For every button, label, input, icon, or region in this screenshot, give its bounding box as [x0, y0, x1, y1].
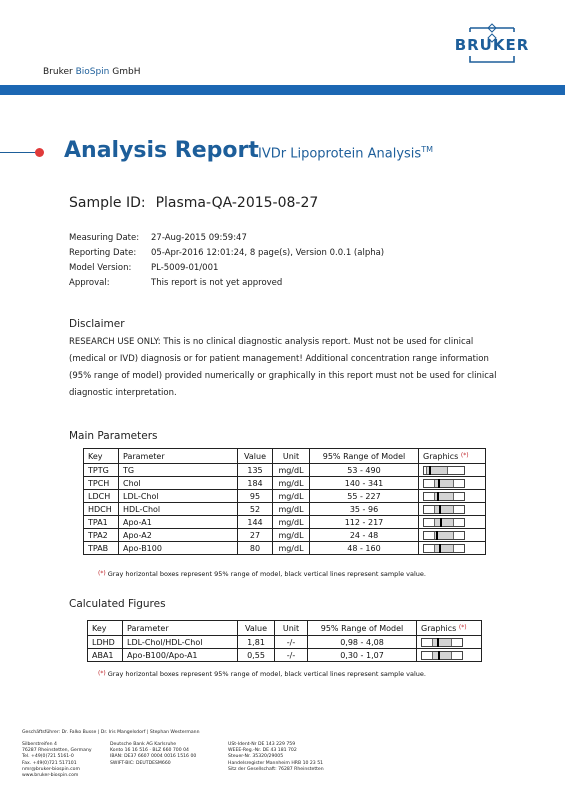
- main-parameters-table: [83, 448, 486, 555]
- row-parameter: TG: [119, 464, 238, 477]
- meta-row: Reporting Date: 05-Apr-2016 12:01:24, 8 page(s), Version 0.0.1 (alpha): [69, 248, 385, 258]
- row-range: 0,30 - 1,07: [308, 649, 417, 662]
- calculated-figures-note: (*) Gray horizontal boxes represent 95% range of model, black vertical lines represent sample value.: [98, 670, 426, 678]
- row-key: TPA1: [84, 516, 119, 529]
- col-value: Value: [238, 449, 273, 464]
- col-range: 95% Range of Model: [308, 621, 417, 636]
- col-range: 95% Range of Model: [310, 449, 419, 464]
- calculated-figures-heading: Calculated Figures: [69, 598, 166, 610]
- sample-value-line: [438, 651, 440, 660]
- sample-value-line: [436, 531, 438, 540]
- sample-value-line: [437, 492, 439, 501]
- model-range-box: [432, 639, 452, 646]
- company-name: Bruker BioSpin GmbH: [43, 67, 141, 77]
- row-unit: mg/dL: [273, 516, 310, 529]
- page-title: Analysis Report: [64, 138, 259, 163]
- col-parameter: Parameter: [119, 449, 238, 464]
- sample-value-line: [429, 466, 431, 475]
- meta-row: Approval: This report is not yet approved: [69, 278, 283, 288]
- row-range: 48 - 160: [310, 542, 419, 555]
- table-header-row: [84, 449, 486, 464]
- sample-value-line: [440, 518, 442, 527]
- row-unit: mg/dL: [273, 542, 310, 555]
- row-unit: mg/dL: [273, 490, 310, 503]
- row-unit: -/-: [275, 649, 308, 662]
- row-key: TPA2: [84, 529, 119, 542]
- row-parameter: LDL-Chol/HDL-Chol: [123, 636, 238, 649]
- table-row: [84, 516, 486, 529]
- row-value: 80: [238, 542, 273, 555]
- page-subtitle: IVDr Lipoprotein Analysis™: [258, 145, 433, 162]
- col-unit: Unit: [273, 449, 310, 464]
- row-graphic: [419, 490, 486, 503]
- row-parameter: Apo-A2: [119, 529, 238, 542]
- title-line: [0, 152, 35, 153]
- row-graphic: [419, 477, 486, 490]
- row-parameter: Apo-A1: [119, 516, 238, 529]
- col-parameter: Parameter: [123, 621, 238, 636]
- calculated-figures-table: [87, 620, 482, 662]
- table-row: [84, 542, 486, 555]
- model-range-box: [434, 519, 454, 526]
- row-value: 95: [238, 490, 273, 503]
- table-row: [84, 464, 486, 477]
- sample-value-line: [437, 638, 439, 647]
- row-value: 27: [238, 529, 273, 542]
- table-row: [88, 636, 482, 649]
- header-band: [0, 85, 565, 95]
- meta-row: Model Version: PL-5009-01/001: [69, 263, 219, 273]
- row-parameter: Chol: [119, 477, 238, 490]
- footer-directors: Geschäftsführer: Dr. Falko Busse | Dr. Iris Mangelsdorf | Stephan Westermann: [22, 730, 200, 735]
- row-key: TPAB: [84, 542, 119, 555]
- meta-row: Measuring Date: 27-Aug-2015 09:59:47: [69, 233, 247, 243]
- row-graphic: [417, 636, 482, 649]
- table-row: [84, 477, 486, 490]
- sample-value-line: [439, 544, 441, 553]
- main-parameters-note: (*) Gray horizontal boxes represent 95% range of model, black vertical lines represent sample value.: [98, 570, 426, 578]
- row-value: 52: [238, 503, 273, 516]
- row-range: 140 - 341: [310, 477, 419, 490]
- row-parameter: Apo-B100/Apo-A1: [123, 649, 238, 662]
- col-key: Key: [84, 449, 119, 464]
- footer-col-bank: Deutsche Bank AG Karlsruhe Konto 16 16 516 · BLZ 660 700 04 IBAN: DE37 6607 0004 0016 1516 00 SWIFT-BIC: DEUTDESM660: [110, 742, 197, 766]
- row-key: LDCH: [84, 490, 119, 503]
- footer-col-address: Silberstreifen 4 76287 Rheinstetten, Germany Tel. +49(0)721 5161-0 Fax. +49(0)721 517101 nmr@bruker-biospin.com www.bruker-biospin.com: [22, 742, 92, 779]
- disclaimer-text: RESEARCH USE ONLY: This is no clinical diagnostic analysis report. Must not be used for clinical (medical or IVD) diagnosis or for patient management! Additional concentration range information (95% range of model) provided numerically or graphically in this report must not be used for clinical diagnostic interpretation.: [69, 337, 497, 398]
- row-unit: mg/dL: [273, 529, 310, 542]
- logo-text: BRUKER: [454, 36, 530, 54]
- col-graphics: Graphics (*): [419, 449, 486, 464]
- bruker-logo: [442, 22, 542, 70]
- row-graphic: [419, 516, 486, 529]
- range-bar: [423, 544, 465, 553]
- row-graphic: [419, 464, 486, 477]
- sample-value-line: [439, 505, 441, 514]
- row-range: 55 - 227: [310, 490, 419, 503]
- row-range: 24 - 48: [310, 529, 419, 542]
- row-value: 135: [238, 464, 273, 477]
- row-parameter: HDL-Chol: [119, 503, 238, 516]
- col-value: Value: [238, 621, 275, 636]
- table-row: [84, 490, 486, 503]
- range-bar: [421, 651, 463, 660]
- table-row: [84, 529, 486, 542]
- row-range: 35 - 96: [310, 503, 419, 516]
- row-value: 0,55: [238, 649, 275, 662]
- row-unit: mg/dL: [273, 503, 310, 516]
- range-bar: [423, 479, 465, 488]
- range-bar: [423, 466, 465, 475]
- row-parameter: LDL-Chol: [119, 490, 238, 503]
- table-row: [84, 503, 486, 516]
- row-range: 112 - 217: [310, 516, 419, 529]
- row-key: HDCH: [84, 503, 119, 516]
- row-graphic: [417, 649, 482, 662]
- range-bar: [423, 505, 465, 514]
- range-bar: [421, 638, 463, 647]
- col-key: Key: [88, 621, 123, 636]
- row-unit: -/-: [275, 636, 308, 649]
- row-graphic: [419, 529, 486, 542]
- sample-value-line: [438, 479, 440, 488]
- model-range-box: [434, 545, 454, 552]
- row-parameter: Apo-B100: [119, 542, 238, 555]
- row-value: 144: [238, 516, 273, 529]
- table-row: [88, 649, 482, 662]
- row-range: 0,98 - 4,08: [308, 636, 417, 649]
- disclaimer-heading: Disclaimer: [69, 318, 125, 330]
- sample-id: Sample ID: Plasma-QA-2015-08-27: [69, 195, 319, 211]
- row-graphic: [419, 503, 486, 516]
- title-bullet-icon: [35, 148, 44, 157]
- footer-col-registry: USt-Ident-Nr DE 143 229 759 WEEE-Reg.-Nr. DE 43 181 702 Steuer-Nr. 35320/29005 Handelsregister Mannheim HRB 10 23 51 Sitz der Gesellschaft: 76287 Rheinstetten: [228, 742, 324, 772]
- row-key: TPCH: [84, 477, 119, 490]
- row-unit: mg/dL: [273, 464, 310, 477]
- row-value: 184: [238, 477, 273, 490]
- meta-list: [69, 231, 539, 291]
- range-bar: [423, 518, 465, 527]
- table-header-row: [88, 621, 482, 636]
- range-bar: [423, 492, 465, 501]
- col-graphics: Graphics (*): [417, 621, 482, 636]
- row-value: 1,81: [238, 636, 275, 649]
- model-range-box: [434, 480, 454, 487]
- model-range-box: [434, 506, 454, 513]
- row-graphic: [419, 542, 486, 555]
- model-range-box: [432, 652, 452, 659]
- row-key: TPTG: [84, 464, 119, 477]
- row-key: ABA1: [88, 649, 123, 662]
- col-unit: Unit: [275, 621, 308, 636]
- row-key: LDHD: [88, 636, 123, 649]
- range-bar: [423, 531, 465, 540]
- row-unit: mg/dL: [273, 477, 310, 490]
- row-range: 53 - 490: [310, 464, 419, 477]
- main-parameters-heading: Main Parameters: [69, 430, 158, 442]
